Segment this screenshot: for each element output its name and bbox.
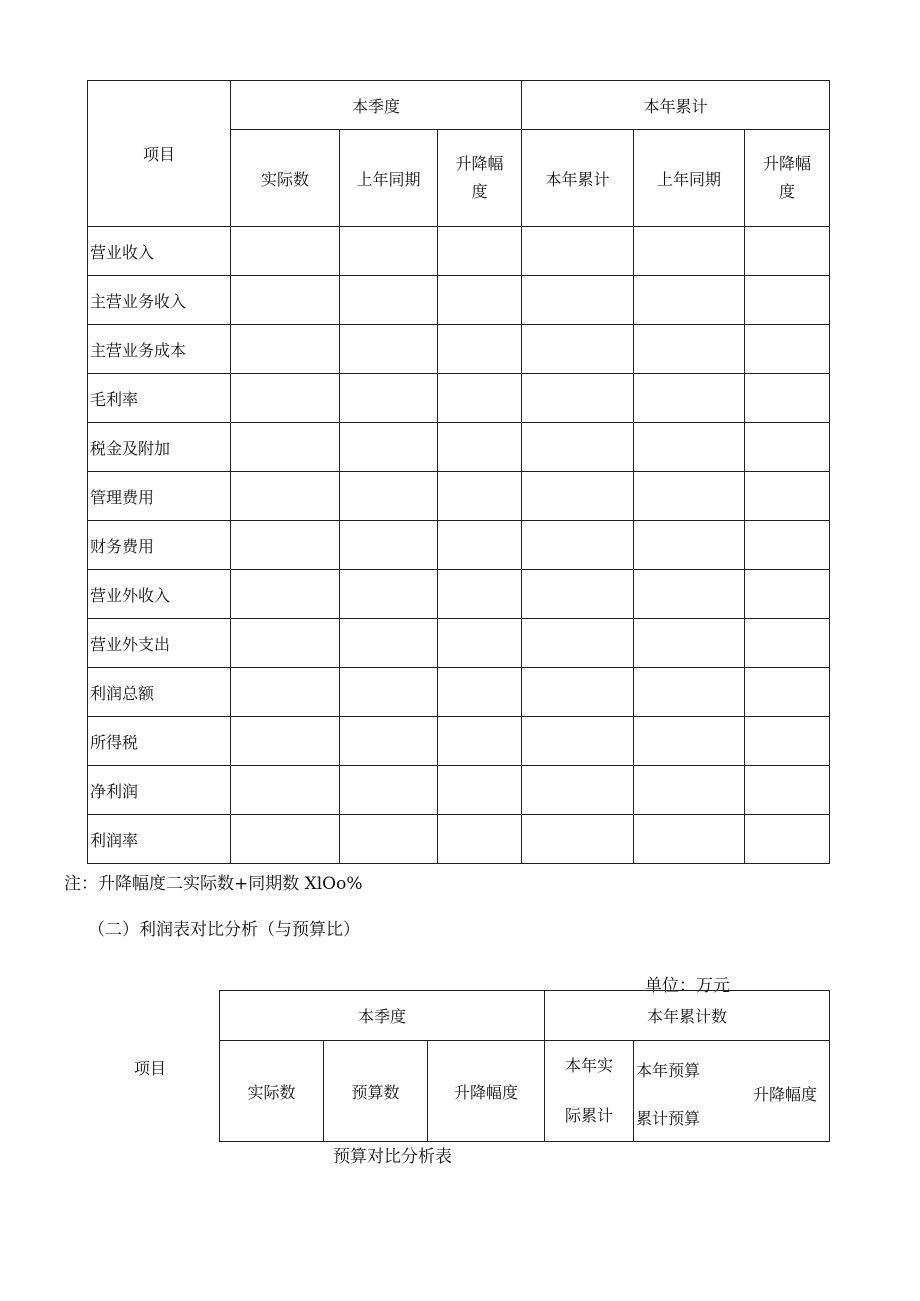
row-label: 主营业务成本 (88, 325, 231, 374)
table-cell[interactable] (340, 227, 438, 276)
table-row (88, 717, 830, 766)
table-cell[interactable] (340, 325, 438, 374)
table-row (88, 668, 830, 717)
budget-table (219, 990, 830, 1142)
table-row (88, 227, 830, 276)
table-cell[interactable] (745, 766, 830, 815)
table-cell[interactable] (231, 227, 340, 276)
row-label: 营业外收入 (88, 570, 231, 619)
row-label: 所得税 (88, 717, 231, 766)
table-cell[interactable] (340, 472, 438, 521)
table-cell[interactable] (340, 276, 438, 325)
table-row (88, 619, 830, 668)
table-cell[interactable] (745, 423, 830, 472)
header-ytd-change: 升降幅 度 (745, 130, 830, 227)
row-label: 净利润 (88, 766, 231, 815)
table-row (88, 521, 830, 570)
table-cell[interactable] (745, 815, 830, 864)
table-row (88, 374, 830, 423)
table-cell[interactable] (522, 570, 634, 619)
table-cell[interactable] (522, 472, 634, 521)
table-cell[interactable] (340, 619, 438, 668)
table-row (88, 570, 830, 619)
table-cell[interactable] (438, 815, 522, 864)
table-cell[interactable] (634, 570, 745, 619)
table-cell[interactable] (340, 668, 438, 717)
row-label: 主营业务收入 (88, 276, 231, 325)
table-cell[interactable] (340, 570, 438, 619)
profit-table (87, 80, 830, 864)
row-label: 管理费用 (88, 472, 231, 521)
header-ytd-total: 本年累计 (522, 130, 634, 227)
header-last-year: 上年同期 (340, 130, 438, 227)
table-cell[interactable] (231, 570, 340, 619)
table-cell[interactable] (634, 325, 745, 374)
table-cell[interactable] (634, 766, 745, 815)
table-cell[interactable] (634, 423, 745, 472)
table-cell[interactable] (438, 668, 522, 717)
table-cell[interactable] (522, 619, 634, 668)
table-cell[interactable] (438, 570, 522, 619)
table-row (88, 472, 830, 521)
table-cell[interactable] (745, 619, 830, 668)
table-cell[interactable] (745, 472, 830, 521)
table-cell[interactable] (340, 423, 438, 472)
table-cell[interactable] (438, 717, 522, 766)
table-row (88, 766, 830, 815)
table-cell[interactable] (634, 521, 745, 570)
table-cell[interactable] (522, 815, 634, 864)
table-cell[interactable] (231, 521, 340, 570)
table-cell[interactable] (231, 325, 340, 374)
table-cell[interactable] (438, 374, 522, 423)
table-cell[interactable] (522, 374, 634, 423)
table-cell[interactable] (745, 374, 830, 423)
row-label: 利润总额 (88, 668, 231, 717)
table-cell[interactable] (231, 766, 340, 815)
row-label: 营业外支出 (88, 619, 231, 668)
unit-label: 单位：万元 (645, 976, 730, 996)
table-cell[interactable] (522, 668, 634, 717)
table-cell[interactable] (340, 374, 438, 423)
table-cell[interactable] (438, 766, 522, 815)
table-cell[interactable] (634, 472, 745, 521)
table-cell[interactable] (634, 668, 745, 717)
row-label: 税金及附加 (88, 423, 231, 472)
table-cell[interactable] (522, 521, 634, 570)
row-label: 利润率 (88, 815, 231, 864)
table-cell[interactable] (340, 521, 438, 570)
table-cell[interactable] (231, 619, 340, 668)
t2-ytd-change: 升降幅度 (753, 1085, 818, 1104)
table-cell[interactable] (634, 276, 745, 325)
table-cell[interactable] (522, 423, 634, 472)
table-cell[interactable] (745, 717, 830, 766)
table-cell[interactable] (231, 423, 340, 472)
table-row (88, 325, 830, 374)
table-cell[interactable] (231, 276, 340, 325)
table-cell[interactable] (745, 276, 830, 325)
table-cell[interactable] (634, 717, 745, 766)
table-cell[interactable] (438, 325, 522, 374)
table-cell[interactable] (340, 766, 438, 815)
header-ytd: 本年累计 (522, 81, 830, 130)
header-item: 项目 (88, 81, 231, 227)
table-row (88, 276, 830, 325)
table-cell[interactable] (745, 570, 830, 619)
table-cell[interactable] (438, 619, 522, 668)
table-cell[interactable] (438, 472, 522, 521)
table-cell[interactable] (438, 276, 522, 325)
table-row (88, 815, 830, 864)
table-cell[interactable] (522, 717, 634, 766)
t2-header-ytd-budget-change (634, 1041, 830, 1142)
table-cell[interactable] (522, 227, 634, 276)
table-cell[interactable] (438, 423, 522, 472)
table-cell[interactable] (438, 227, 522, 276)
header-actual: 实际数 (231, 130, 340, 227)
table-cell[interactable] (438, 521, 522, 570)
header-quarter: 本季度 (231, 81, 522, 130)
table-cell[interactable] (522, 325, 634, 374)
table-cell[interactable] (745, 668, 830, 717)
table-cell[interactable] (340, 717, 438, 766)
table-cell[interactable] (745, 521, 830, 570)
table-cell[interactable] (231, 717, 340, 766)
table-cell[interactable] (634, 227, 745, 276)
table-cell[interactable] (231, 668, 340, 717)
row-label: 财务费用 (88, 521, 231, 570)
table-cell[interactable] (231, 374, 340, 423)
table-cell[interactable] (634, 374, 745, 423)
table-cell[interactable] (522, 276, 634, 325)
t2-header-ytd-actual: 本年实 际累计 (545, 1041, 634, 1142)
header-change: 升降幅 度 (438, 130, 522, 227)
item-label: 项目 (134, 1059, 167, 1078)
table-cell[interactable] (634, 619, 745, 668)
table-caption: 预算对比分析表 (333, 1147, 452, 1167)
table-cell[interactable] (745, 325, 830, 374)
header-ytd-last-year: 上年同期 (634, 130, 745, 227)
table-cell[interactable] (231, 815, 340, 864)
table-cell[interactable] (634, 815, 745, 864)
table-cell[interactable] (745, 227, 830, 276)
table-cell[interactable] (340, 815, 438, 864)
section-title: （二）利润表对比分析（与预算比） (88, 920, 360, 940)
t2-ytd-budget-bottom: 累计预算 (636, 1109, 701, 1128)
t2-header-change: 升降幅度 (428, 1041, 545, 1142)
row-label: 毛利率 (88, 374, 231, 423)
t2-header-quarter: 本季度 (220, 991, 545, 1041)
t2-header-actual: 实际数 (220, 1041, 324, 1142)
t2-header-ytd: 本年累计数 (545, 991, 830, 1041)
t2-ytd-budget-top: 本年预算 (636, 1061, 701, 1080)
table-cell[interactable] (231, 472, 340, 521)
table-row (88, 423, 830, 472)
formula-note: 注：升降幅度二实际数+同期数 XlOo% (64, 874, 363, 894)
table-cell[interactable] (522, 766, 634, 815)
row-label: 营业收入 (88, 227, 231, 276)
t2-header-budget: 预算数 (324, 1041, 428, 1142)
